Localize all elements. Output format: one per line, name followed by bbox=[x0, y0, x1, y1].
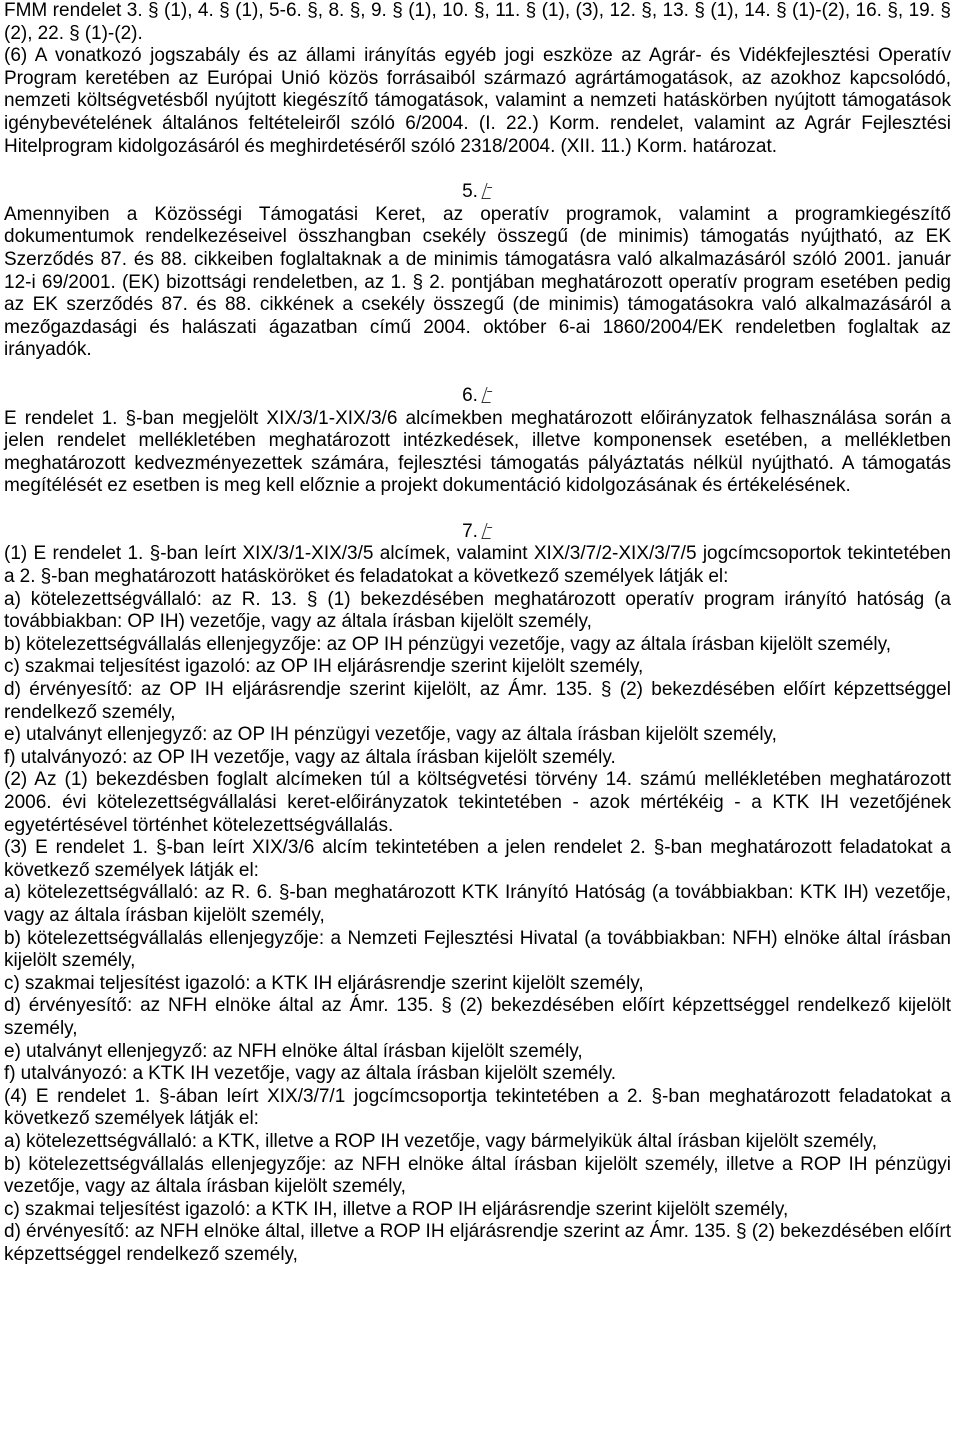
spacer bbox=[4, 362, 951, 385]
section-number: 6. bbox=[462, 384, 478, 406]
section-7-p3-b: b) kötelezettségvállalás ellenjegyzője: a Nemzeti Fejlesztési Hivatal (a továbbiakban: NFH) elnöke által írásban kijelölt személy, bbox=[4, 927, 951, 972]
section-7-heading bbox=[4, 521, 951, 544]
section-7-p3: (3) E rendelet 1. §-ban leírt XIX/3/6 alcím tekintetében a jelen rendelet 2. §-ban meghatározott feladatokat a következő személyek látják el: bbox=[4, 837, 951, 881]
section-7-p3-c: c) szakmai teljesítést igazoló: a KTK IH eljárásrendje szerint kijelölt személy, bbox=[4, 972, 644, 994]
paragraph-sign-icon bbox=[481, 387, 495, 403]
section-7-p1: (1) E rendelet 1. §-ban leírt XIX/3/1-XIX/3/5 alcímek, valamint XIX/3/7/2-XIX/3/7/5 jogcímcsoportok tekintetében a 2. §-ban meghatározott hatásköröket és feladatokat a következő személyek látják el: bbox=[4, 543, 951, 588]
section-7-p4-d: d) érvényesítő: az NFH elnöke által, illetve a ROP IH eljárásrendje szerint az Ámr. 135. § (2) bekezdésében előírt képzettséggel rendelkező személy, bbox=[4, 1221, 951, 1265]
section-7-p4-c: c) szakmai teljesítést igazoló: a KTK IH, illetve a ROP IH eljárásrendje szerint kijelölt személy, bbox=[4, 1198, 789, 1220]
section-7-e: e) utalványt ellenjegyző: az OP IH pénzügyi vezetője, vagy az általa írásban kijelölt személy, bbox=[4, 724, 777, 746]
section-7-p3-e: e) utalványt ellenjegyző: az NFH elnöke által írásban kijelölt személy, bbox=[4, 1040, 583, 1062]
section-7-p4-b: b) kötelezettségvállalás ellenjegyzője: az NFH elnöke által írásban kijelölt személy, illetve a ROP IH pénzügyi vezetője, vagy az általa írásban kijelölt személy, bbox=[4, 1153, 951, 1198]
section-7-b: b) kötelezettségvállalás ellenjegyzője: az OP IH pénzügyi vezetője, vagy az általa írásban kijelölt személy, bbox=[4, 633, 891, 655]
section-7-d: d) érvényesítő: az OP IH eljárásrendje szerint kijelölt, az Ámr. 135. § (2) bekezdésében előírt képzettséggel rendelkező személy, bbox=[4, 679, 951, 723]
section-7-p4-a: a) kötelezettségvállaló: a KTK, illetve a ROP IH vezetője, vagy bármelyikük által írásban kijelölt személy, bbox=[4, 1130, 877, 1152]
spacer bbox=[4, 498, 951, 521]
paragraph-6: (6) A vonatkozó jogszabály és az állami irányítás egyéb jogi eszköze az Agrár- és Vidékfejlesztési Operatív Program keretében az Európai Unió közös forrásaiból származó agrártámogatások, az azokhoz kapcsolódó, nemzeti költségvetésből nyújtott kiegészítő támogatások, valamint a nemzeti hatáskörben nyújtott támogatások igénybevételének általános feltételeiről szóló 6/2004. (I. 22.) Korm. rendelet, valamint az Agrár Fejlesztési Hitelprogram kidolgozásáról és meghirdetéséről szóló 2318/2004. (XII. 11.) Korm. határozat. bbox=[4, 45, 951, 157]
section-5-heading bbox=[4, 181, 951, 204]
section-7-c: c) szakmai teljesítést igazoló: az OP IH eljárásrendje szerint kijelölt személy, bbox=[4, 656, 644, 678]
section-6-text: E rendelet 1. §-ban megjelölt XIX/3/1-XIX/3/6 alcímekben meghatározott előirányzatok felhasználása során a jelen rendelet mellékletében meghatározott intézkedések, illetve komponensek esetében, a mellékletben meghatározott kedvezményezettek számára, fejlesztési támogatás pályáztatás nélkül nyújtható. A támogatás megítélését ez esetben is meg kell előznie a projekt dokumentáció kidolgozásának és értékelésének. bbox=[4, 407, 951, 497]
section-number: 7. bbox=[462, 520, 478, 542]
spacer bbox=[4, 158, 951, 181]
paragraph-sign-icon bbox=[481, 183, 495, 199]
section-7-p3-d: d) érvényesítő: az NFH elnöke által az Ámr. 135. § (2) bekezdésében előírt képzettséggel rendelkező kijelölt személy, bbox=[4, 995, 951, 1039]
section-7-f: f) utalványozó: az OP IH vezetője, vagy az általa írásban kijelölt személy. bbox=[4, 746, 616, 768]
section-6-heading bbox=[4, 385, 951, 408]
section-5-text: Amennyiben a Közösségi Támogatási Keret, az operatív programok, valamint a programkiegészítő dokumentumok rendelkezéseivel összhangban csekély összegű (de minimis) támogatás nyújtható, az EK Szerződés 87. és 88. cikkeiben foglaltaknak a de minimis támogatásra való alkalmazásáról szóló 2001. január 12-i 69/2001. (EK) bizottsági rendeletben, az 1. § 2. pontjában meghatározott operatív program esetében pedig az EK szerződés 87. és 88. cikkének a csekély összegű (de minimis) támogatásokra való alkalmazásáról a mezőgazdasági és halászati ágazatban című 2004. október 6-ai 1860/2004/EK rendeletben foglaltak az irányadók. bbox=[4, 203, 951, 361]
section-7-p3-a: a) kötelezettségvállaló: az R. 6. §-ban meghatározott KTK Irányító Hatóság (a továbbiakban: KTK IH) vezetője, vagy az általa írásban kijelölt személy, bbox=[4, 882, 951, 926]
paragraph-sign-icon bbox=[481, 523, 495, 539]
section-number: 5. bbox=[462, 181, 478, 203]
reference-line: FMM rendelet 3. § (1), 4. § (1), 5-6. §, 8. §, 9. § (1), 10. §, 11. § (1), (3), 12. §, 13. § (1), 14. § (1)-(2), 16. §, 19. § (2), 22. § (1)-(2). bbox=[4, 0, 951, 44]
section-7-p4: (4) E rendelet 1. §-ában leírt XIX/3/7/1 jogcímcsoportja tekintetében a 2. §-ban meghatározott feladatokat a következő személyek látják el: bbox=[4, 1085, 951, 1130]
section-7-a: a) kötelezettségvállaló: az R. 13. § (1) bekezdésében meghatározott operatív program irányító hatóság (a továbbiakban: OP IH) vezetője, vagy az általa írásban kijelölt személy, bbox=[4, 588, 951, 633]
section-7-p3-f: f) utalványozó: a KTK IH vezetője, vagy az általa írásban kijelölt személy. bbox=[4, 1063, 617, 1085]
section-7-p2: (2) Az (1) bekezdésben foglalt alcímeken túl a költségvetési törvény 14. számú mellékletében meghatározott 2006. évi kötelezettségvállalási keret-előirányzatok tekintetében - azok mértékéig - a KTK IH vezetőjének egyetértésével történhet kötelezettségvállalás. bbox=[4, 769, 951, 836]
